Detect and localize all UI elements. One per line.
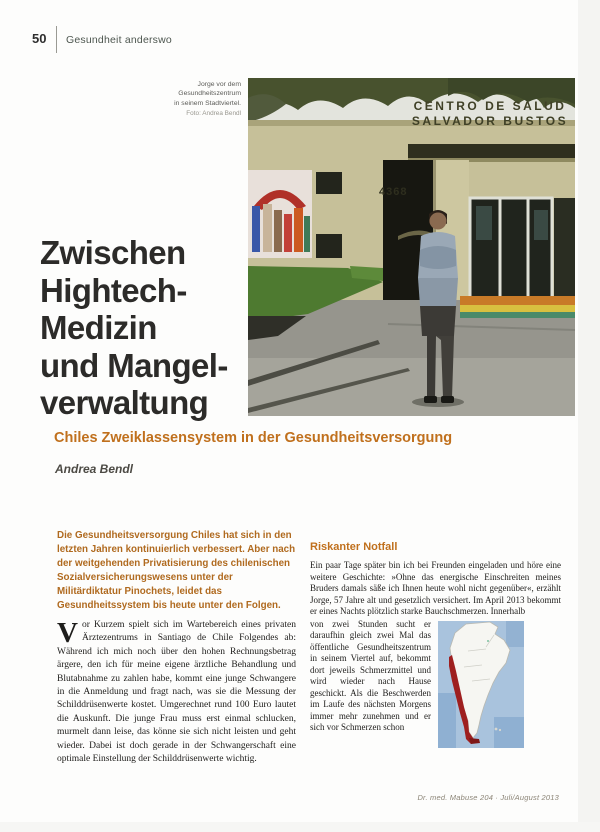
title-line: Zwischen: [40, 234, 186, 271]
caption-line: Gesundheitszentrum: [178, 90, 241, 98]
page-number: 50: [32, 31, 47, 46]
body-column-right: [310, 541, 561, 748]
body-paragraph-1: or Kurzem spielt sich im Wartebereich eines privaten Ärztezentrums in Santiago de Chile Folgendes ab: Während ich mich noch über den hohen Rechnungsbetrag ärgere, den ich für meine eigene ärztliche Behandlung und Blutabnahme zu zahlen habe, kommt eine junge Schwangere in die Anmeldung und fragt nach, was sie die Messung der Schilddrüsenwerte kostet. Umgerechnet rund 100 Euro lautet die Auskunft. Die junge Frau muss erst einmal schlucken, murmelt dann leise, das könne sie sich nicht leisten und geht wieder. Dabei ist doch gerade in der Schwangerschaft eine optimale Einstellung der Schilddrüsenwerte wichtig.: [57, 620, 296, 765]
page-edge-right: [578, 0, 600, 832]
article-title: [40, 234, 250, 422]
building-sign-line2: SALVADOR BUSTOS: [411, 114, 569, 128]
photo-caption: [148, 80, 241, 119]
body-paragraph-2a: Ein paar Tage später bin ich bei Freunden eingeladen und höre eine weitere Geschichte: »Ohne das energische Einschreiten meines Bruders damals säße ich Ihnen heute wohl nicht gegenüber«, erzählt Jorge, 57 Jahre alt und gesetzlich versichert. Im April 2013 bekommt er eines Nachts plötzlich starke Bauchschmerzen. Innerhalb: [310, 560, 561, 616]
title-line: verwaltung: [40, 384, 209, 421]
title-line: Hightech-: [40, 271, 187, 309]
section-label: Gesundheit anderswo: [66, 34, 172, 46]
photo-credit: Foto: Andrea Bendl: [186, 110, 241, 118]
article-photo: [248, 78, 575, 416]
dropcap: V: [57, 617, 78, 649]
article-subtitle: Chiles Zweiklassensystem in der Gesundheitsversorgung: [54, 430, 453, 446]
south-america-map: [438, 621, 524, 748]
caption-line: in seinem Stadtviertel.: [174, 99, 241, 107]
section-heading: Riskanter Notfall: [310, 541, 398, 553]
article-author: Andrea Bendl: [55, 462, 134, 476]
address-number: 4368: [379, 186, 408, 198]
body-paragraph-2b: von zwei Stunden sucht er daraufhin gleich zwei Mal das öffentliche Gesundheitszentrum in seinem Viertel auf, bekommt dort jeweils Schmerzmittel und wird wieder nach Hause geschickt. Als die Beschwerden im Laufe des nächsten Morgens immer mehr zunehmen und er sich vor Schmerzen schon: [310, 618, 431, 732]
title-line: und Mangel-: [40, 346, 228, 384]
page-edge-bottom: [0, 822, 600, 832]
title-line: Medizin: [40, 309, 157, 346]
health-centre-photo-illustration: [248, 78, 575, 416]
chile-map: [438, 621, 524, 748]
journal-footer: Dr. med. Mabuse 204 · Juli/August 2013: [417, 793, 559, 802]
lead-paragraph: Die Gesundheitsversorgung Chiles hat sich in den letzten Jahren kontinuierlich verbessert. Aber nach der weitgehenden Privatisierung des chilenischen Sozialversicherungswesens unter der Militärdiktatur Pinochets, leidet das Gesundheitssystem bis heute unter den Folgen.: [57, 530, 296, 611]
caption-line: Jorge vor dem: [197, 81, 241, 88]
header-divider: [56, 26, 57, 53]
building-sign-line1: CENTRO DE SALUD: [413, 99, 567, 113]
body-column-left: [57, 619, 296, 766]
